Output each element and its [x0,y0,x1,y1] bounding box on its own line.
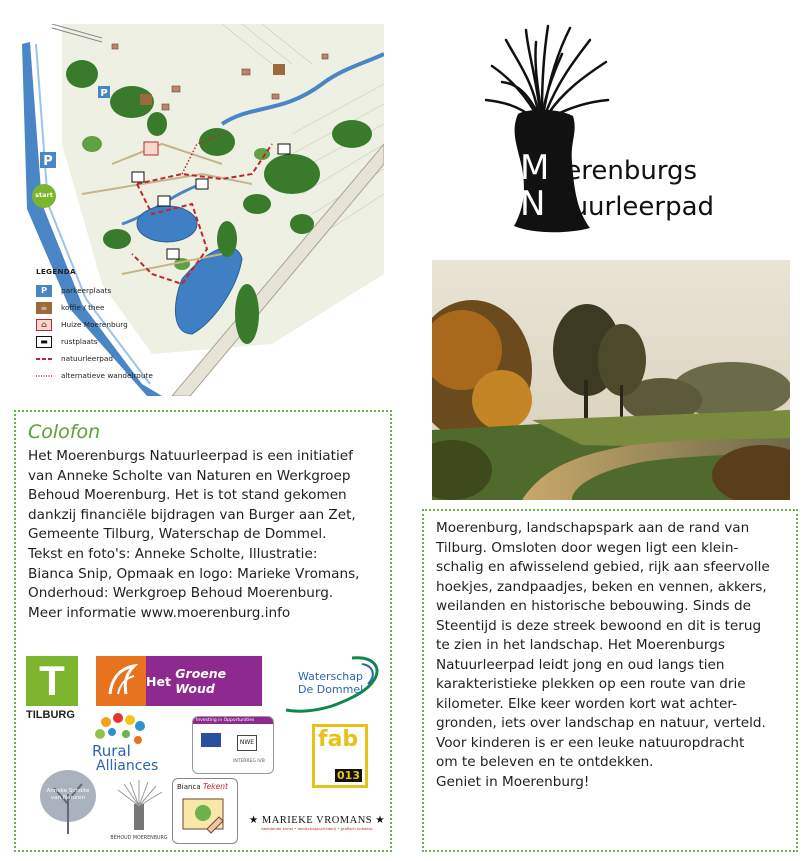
intro-box [422,509,798,852]
interreg-banner: Investing in Opportunities [193,717,273,724]
intro-line: Tilburg. Omsloten door wegen ligt een klein- [436,539,739,556]
landscape-photo [432,260,790,500]
interreg-badge: NWE [237,735,257,751]
parking-icon: P [36,285,52,297]
intro-line: weilanden en historische bebouwing. Sinds de [436,598,751,614]
intro-line: gronden, iets over landschap en natuur, verteld. [436,715,766,731]
legend-label: alternatieve wandelroute [61,371,153,380]
intro-line: hoekjes, zandpaadjes, beken en vennen, akkers, [436,578,767,595]
legend-label: parkeerplaats [61,286,112,295]
groene-woud-banner: Het Groene Woud [146,656,262,706]
groene-woud-mark [96,656,146,706]
intro-line: te zien in het landschap. Het Moerenburgs [436,637,725,653]
intro-line: schalig en afwisselend gebied, rijk aan sfeervolle [436,559,770,575]
natuurleerpad-logo [478,22,758,242]
leaf-icon [96,656,146,706]
coffee-icon: ☕ [36,302,52,314]
legend-heading: LEGENDA [36,267,76,276]
tilburg-logo [26,656,78,728]
anneke-text: Anneke Scholte van Naturen [46,788,90,801]
waterschap-logo [282,654,386,716]
svg-text:P: P [43,154,53,169]
behoud-moerenburg-logo [106,780,172,844]
vromans-sub: beeldende kunst • landschapsschilderij • grafisch ontwerp [261,826,373,831]
colofon-line: Onderhoud: Werkgroep Behoud Moerenburg. [28,585,334,602]
colofon-line: Behoud Moerenburg. Het is tot stand gekomen [28,487,347,504]
intro-line: karakteristieke plekken op een route van drie [436,676,746,692]
svg-text:P: P [100,88,108,99]
intro-line: Moerenburg, landschapspark aan de rand van [436,520,750,536]
logo-line2: Natuurleerpad [520,184,715,224]
start-marker-label: start [35,191,53,199]
intro-text [436,519,796,792]
intro-line: kilometer. Elke keer worden kort wat achter- [436,695,737,712]
colofon-line: Gemeente Tilburg, Waterschap de Dommel. [28,526,327,543]
vromans-name: ★ MARIEKE VROMANS ★ [248,815,386,826]
landscape-photo-image [432,260,790,500]
house-icon: ⌂ [36,319,52,331]
legend-label: Huize Moerenburg [61,320,128,329]
trail-map [22,24,384,396]
bench-icon: ▬ [36,336,52,348]
bianca-name: Bianca [177,783,201,791]
fab-text: fab [318,727,359,752]
bianca-tag: Tekent [203,782,228,791]
eu-flag-icon [201,733,221,747]
tilburg-logo-text: TILBURG [26,709,75,721]
rural-line2: Alliances [96,758,159,774]
colofon-title: Colofon [28,421,101,443]
groene-woud-logo [96,656,262,706]
legend-label: koffie / thee [61,303,105,312]
colofon-line: Tekst en foto's: Anneke Scholte, Illustratie: [28,545,318,562]
waterschap-line1: Waterschap [298,670,363,683]
legend-item-bench [36,333,153,350]
marieke-vromans-logo [244,814,390,838]
map-legend [36,267,153,384]
intro-line: om te beleven en te ontdekken. [436,754,654,770]
colofon-box [14,410,392,852]
rural-line1: Rural [92,742,131,760]
legend-item-parking [36,282,153,299]
drawing-hand-icon [173,793,237,843]
behoud-text: BEHOUD MOERENBURG [110,836,168,841]
interreg-footer: INTERREG IVB [233,759,265,764]
colofon-line: Meer informatie www.moerenburg.info [28,604,291,621]
fab-sub: 013 [337,769,360,782]
interreg-logo [192,716,274,774]
anneke-scholte-logo [38,764,98,842]
tilburg-logo-mark: T [26,656,78,706]
dotted-red-line-icon [36,370,52,382]
intro-line: Natuurleerpad leidt jong en oud langs tien [436,656,725,673]
logo-line1: Moerenburgs [520,148,698,188]
colofon-line: Bianca Snip, Opmaak en logo: Marieke Vromans, [28,565,360,582]
waterschap-line2: De Dommel [298,683,364,696]
legend-label: rustplaats [61,337,98,346]
fab-013-logo [312,724,368,788]
willow-icon [106,780,172,832]
legend-item-trail [36,350,153,367]
colofon-line: van Anneke Scholte van Naturen en Werkgroep [28,467,351,484]
dashed-red-line-icon [36,353,52,365]
legend-label: natuurleerpad [61,354,113,363]
legend-item-coffee [36,299,153,316]
colofon-line: Het Moerenburgs Natuurleerpad is een initiatief [28,448,353,464]
intro-line: Voor kinderen is er een leuke natuuropdracht [436,734,745,751]
tree-icon [38,764,98,842]
bianca-tekent-logo [172,778,238,844]
colofon-line: dankzij financiële bijdragen van Burger aan Zet, [28,506,356,523]
intro-line: Steentijd is deze streek bewoond en dit is terug [436,617,762,634]
intro-line: Geniet in Moerenburg! [436,773,590,790]
legend-item-house [36,316,153,333]
legend-item-alt-route [36,367,153,384]
colofon-text [28,447,388,623]
